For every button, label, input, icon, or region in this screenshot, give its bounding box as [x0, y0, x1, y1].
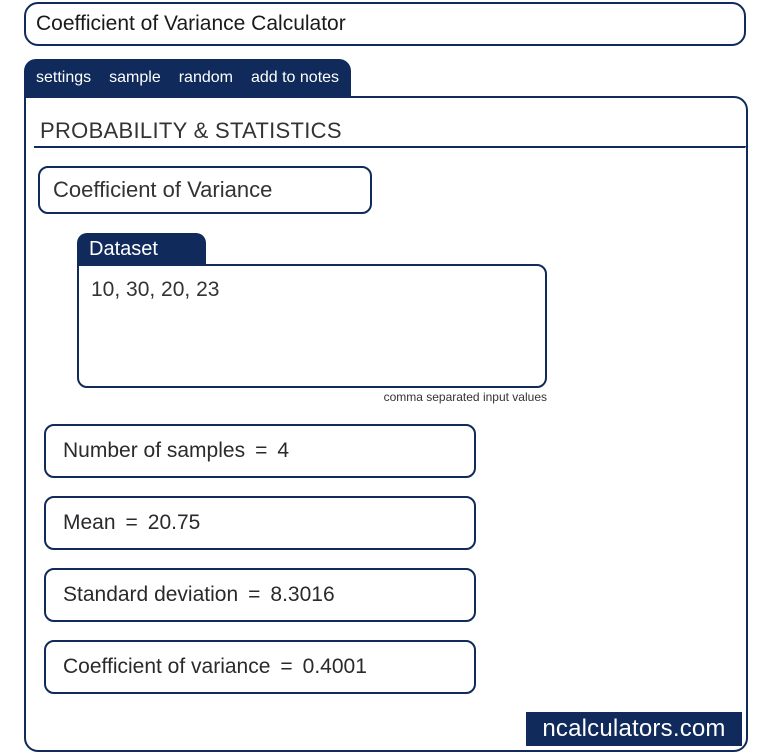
result-standard-deviation [44, 568, 476, 622]
result-label: Coefficient of variance [63, 655, 271, 678]
tab-random[interactable]: random [178, 69, 233, 86]
dataset-label: Dataset [77, 233, 206, 265]
equals-sign: = [255, 439, 268, 462]
result-label: Standard deviation [63, 583, 239, 606]
result-label: Number of samples [63, 439, 246, 462]
dataset-hint: comma separated input values [383, 390, 547, 404]
equals-sign: = [125, 511, 138, 534]
tab-sample[interactable]: sample [109, 69, 161, 86]
result-value: 8.3016 [270, 583, 335, 606]
equals-sign: = [280, 655, 293, 678]
result-value: 4 [277, 439, 290, 462]
result-label: Mean [63, 511, 116, 534]
app-title-text: Coefficient of Variance Calculator [36, 12, 346, 35]
tab-settings[interactable]: settings [36, 69, 92, 86]
section-title: PROBABILITY & STATISTICS [40, 118, 342, 143]
result-value: 20.75 [147, 511, 201, 534]
result-value: 0.4001 [302, 655, 367, 678]
section-divider [34, 146, 746, 148]
equals-sign: = [248, 583, 261, 606]
tab-bar [24, 59, 351, 97]
result-number-of-samples [44, 424, 476, 478]
result-mean [44, 496, 476, 550]
app-title [24, 2, 746, 46]
calculator-name [38, 166, 372, 214]
result-coefficient-of-variance [44, 640, 476, 694]
dataset-input[interactable] [77, 264, 547, 388]
tab-add-to-notes[interactable]: add to notes [250, 69, 340, 86]
calculator-name-text: Coefficient of Variance [53, 177, 273, 202]
calculator-panel [24, 96, 748, 752]
brand-logo[interactable]: ncalculators.com [526, 712, 742, 746]
